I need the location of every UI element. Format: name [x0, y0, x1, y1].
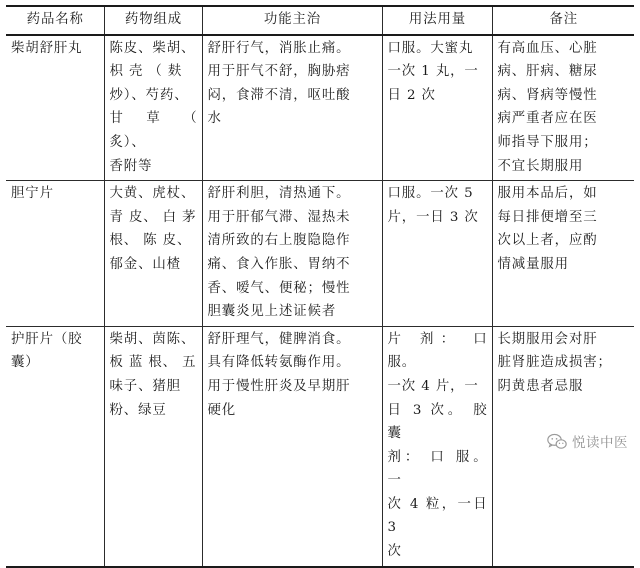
- medicine-table: [6, 5, 634, 568]
- header-function: 功能主治: [202, 6, 382, 35]
- cell-usage: 口服。一次 5 片，一日 3 次: [382, 181, 492, 327]
- cell-composition: 柴胡、茵陈、 板 蓝 根、 五 味子、猪胆 粉、绿豆: [104, 326, 202, 566]
- cell-usage: 片 剂： 口 服。 一次 4 片，一 日 3 次。 胶 囊 剂： 口 服。 一 次 4 粒，一日 3 次: [382, 326, 492, 566]
- cell-composition: 陈皮、柴胡、 枳 壳 （ 麸 炒）、芍药、 甘 草 （ 炙）、 香附等: [104, 35, 202, 181]
- table-row: [6, 326, 634, 566]
- header-drug-name: 药品名称: [6, 6, 104, 35]
- wechat-icon: [547, 433, 567, 450]
- cell-function: 舒肝理气，健脾消食。 具有降低转氨酶作用。 用于慢性肝炎及早期肝 硬化: [202, 326, 382, 566]
- cell-notes: 有高血压、心脏 病、肝病、糖尿 病、肾病等慢性 病严重者应在医 师指导下服用； 不宜长期服用: [492, 35, 634, 181]
- table-row: [6, 181, 634, 327]
- cell-drug-name: 胆宁片: [6, 181, 104, 327]
- header-usage: 用法用量: [382, 6, 492, 35]
- watermark-text: 悦读中医: [572, 435, 628, 451]
- cell-function: 舒肝利胆，清热通下。 用于肝郁气滞、湿热未 清所致的右上腹隐隐作 痛、食入作胀、胃纳不 香、嗳气、便秘；慢性 胆囊炎见上述证候者: [202, 181, 382, 327]
- cell-composition: 大黄、虎杖、 青 皮、 白 茅 根、 陈 皮、 郁金、山楂: [104, 181, 202, 327]
- cell-function: 舒肝行气，消胀止痛。 用于肝气不舒，胸胁痞 闷，食滞不清，呕吐酸 水: [202, 35, 382, 181]
- cell-notes: 服用本品后，如 每日排便增至三 次以上者，应酌 情减量服用: [492, 181, 634, 327]
- table-row: [6, 35, 634, 181]
- cell-usage: 口服。大蜜丸 一次 1 丸，一 日 2 次: [382, 35, 492, 181]
- cell-drug-name: 柴胡舒肝丸: [6, 35, 104, 181]
- cell-drug-name: 护肝片（胶 囊）: [6, 326, 104, 566]
- cell-notes: 长期服用会对肝 脏肾脏造成损害； 阴黄患者忌服: [492, 326, 634, 566]
- header-composition: 药物组成: [104, 6, 202, 35]
- watermark: [547, 431, 628, 451]
- header-notes: 备注: [492, 6, 634, 35]
- table-header-row: [6, 6, 634, 35]
